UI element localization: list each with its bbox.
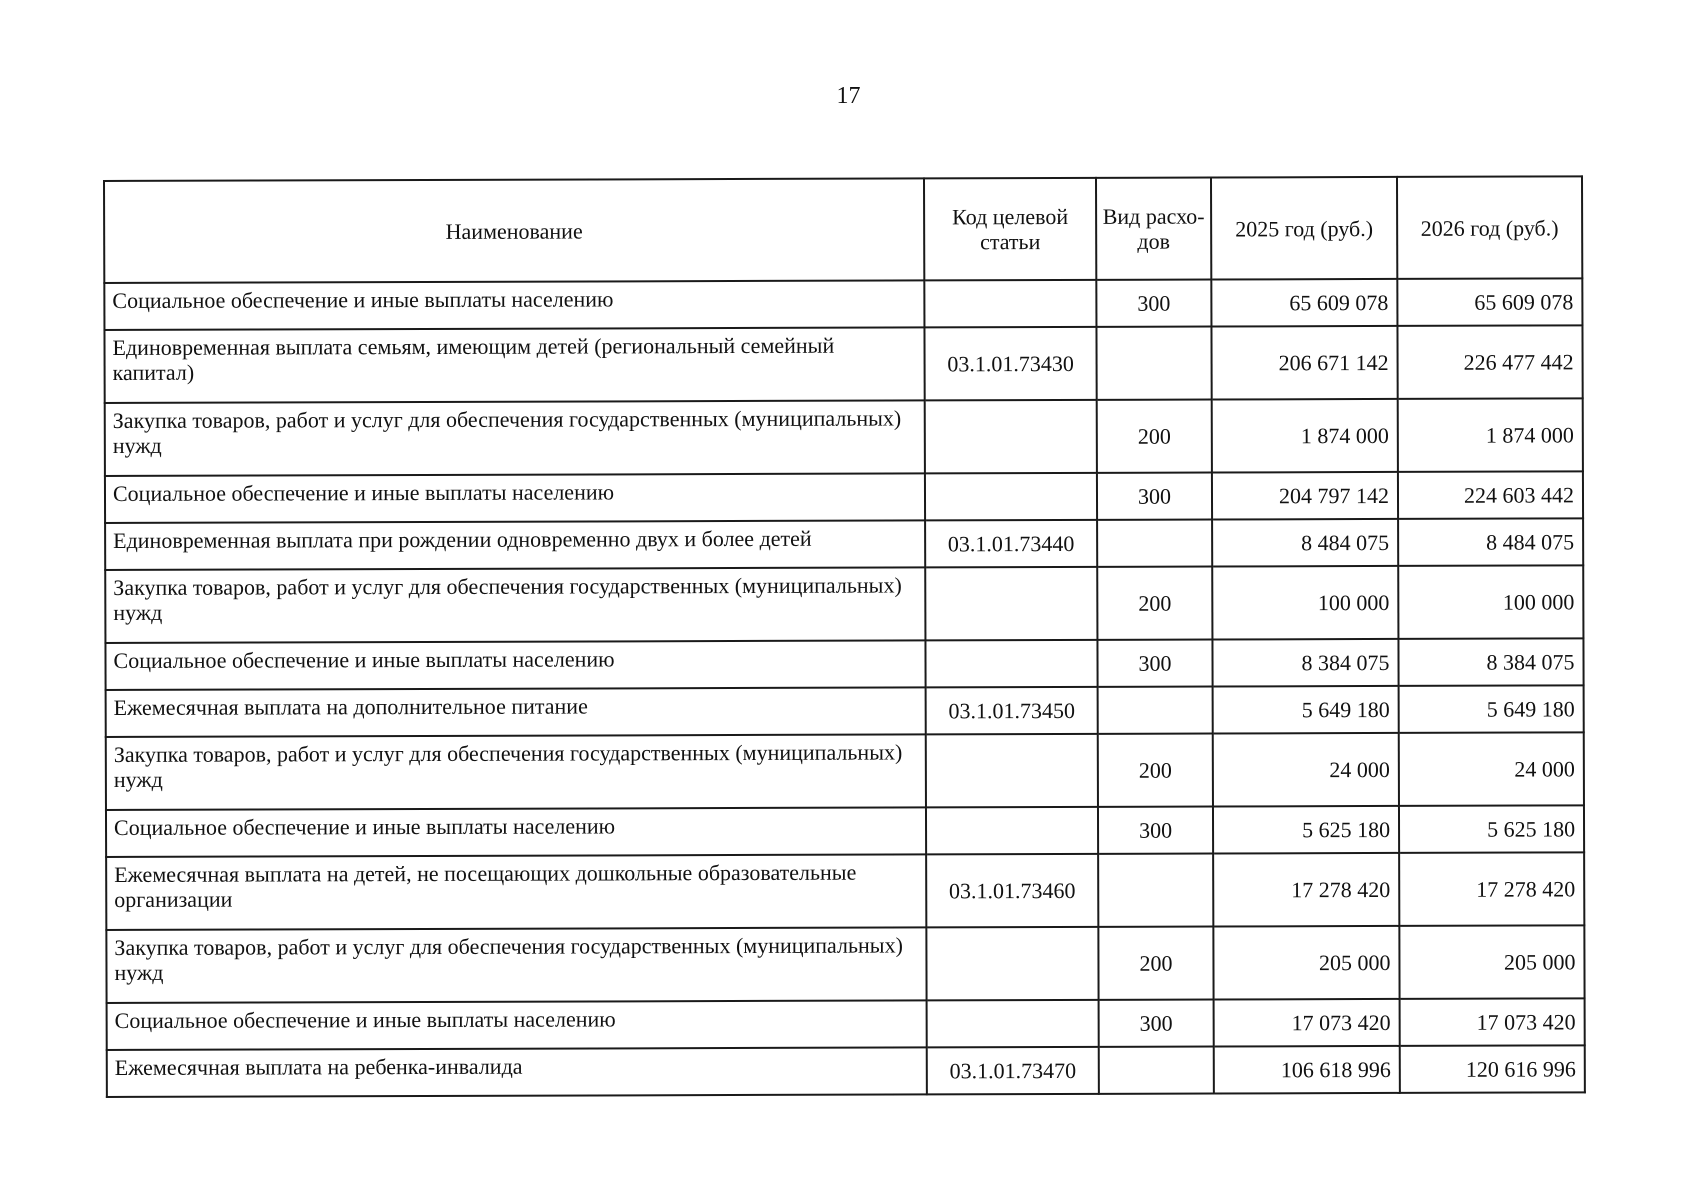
row-name: Ежемесячная выплата на ребенка-инвалида: [107, 1047, 927, 1097]
row-code: 03.1.01.73470: [927, 1047, 1099, 1095]
row-name: Единовременная выплата при рождении одновременно двух и более детей: [105, 520, 925, 570]
row-2026: 1 874 000: [1398, 398, 1583, 472]
row-2025: 8 384 075: [1212, 639, 1398, 687]
table-row: [106, 852, 1584, 930]
row-kind: 300: [1097, 473, 1212, 520]
row-code: [925, 640, 1097, 688]
row-code: 03.1.01.73460: [926, 854, 1098, 928]
row-2025: 5 649 180: [1213, 686, 1399, 734]
table-row: [105, 565, 1583, 643]
row-kind: [1098, 687, 1213, 734]
row-name: Закупка товаров, работ и услуг для обеспечения государственных (муниципальных) нужд: [105, 567, 925, 643]
row-code: 03.1.01.73450: [926, 687, 1098, 735]
row-name: Ежемесячная выплата на детей, не посещающих дошкольные образовательные организации: [106, 854, 926, 930]
row-name: Закупка товаров, работ и услуг для обеспечения государственных (муниципальных) нужд: [106, 927, 926, 1003]
row-2026: 205 000: [1399, 925, 1584, 999]
header-name: Наименование: [104, 178, 924, 283]
row-2025: 17 278 420: [1213, 853, 1399, 927]
row-kind: [1096, 327, 1211, 400]
row-2026: 226 477 442: [1397, 325, 1582, 399]
header-code: Код целевой статьи: [924, 178, 1096, 281]
row-2026: 100 000: [1398, 565, 1583, 639]
row-name: Закупка товаров, работ и услуг для обеспечения государственных (муниципальных) нужд: [105, 400, 925, 476]
row-2026: 120 616 996: [1400, 1045, 1585, 1093]
row-2026: 224 603 442: [1398, 471, 1583, 519]
row-code: [925, 473, 1097, 521]
row-2025: 106 618 996: [1214, 1046, 1400, 1094]
table-row: [107, 1045, 1585, 1097]
row-2025: 17 073 420: [1214, 999, 1400, 1047]
table-row: [104, 325, 1582, 403]
row-2026: 5 649 180: [1399, 685, 1584, 733]
row-2025: 205 000: [1213, 926, 1399, 1000]
row-kind: [1097, 520, 1212, 567]
row-2025: 1 874 000: [1212, 399, 1398, 473]
row-code: [926, 807, 1098, 855]
row-2026: 8 384 075: [1398, 638, 1583, 686]
header-kind: Вид расхо-дов: [1096, 178, 1211, 280]
row-kind: [1098, 854, 1213, 927]
row-code: 03.1.01.73440: [925, 520, 1097, 568]
table-row: [106, 925, 1584, 1003]
row-2025: 204 797 142: [1212, 472, 1398, 520]
row-code: [925, 567, 1097, 641]
row-name: Социальное обеспечение и иные выплаты населению: [105, 640, 925, 690]
budget-table-container: [103, 175, 1584, 1098]
table-row: [104, 278, 1582, 330]
row-name: Социальное обеспечение и иные выплаты населению: [104, 280, 924, 330]
table-row: [105, 518, 1583, 570]
row-code: 03.1.01.73430: [924, 327, 1096, 401]
row-name: Социальное обеспечение и иные выплаты населению: [106, 807, 926, 857]
row-name: Ежемесячная выплата на дополнительное питание: [106, 687, 926, 737]
row-2026: 65 609 078: [1397, 278, 1582, 326]
row-kind: [1099, 1047, 1214, 1094]
row-name: Закупка товаров, работ и услуг для обеспечения государственных (муниципальных) нужд: [106, 734, 926, 810]
table-row: [107, 998, 1585, 1050]
table-row: [106, 805, 1584, 857]
page-number: 17: [836, 83, 861, 109]
table-row: [105, 471, 1583, 523]
row-kind: 200: [1097, 400, 1212, 473]
table-header-row: [104, 176, 1582, 283]
row-2025: 65 609 078: [1211, 279, 1397, 327]
row-kind: 300: [1099, 1000, 1214, 1047]
row-2025: 5 625 180: [1213, 806, 1399, 854]
row-2026: 8 484 075: [1398, 518, 1583, 566]
row-name: Социальное обеспечение и иные выплаты населению: [105, 473, 925, 523]
row-2026: 5 625 180: [1399, 805, 1584, 853]
row-code: [926, 734, 1098, 808]
row-kind: 300: [1096, 280, 1211, 327]
row-2025: 206 671 142: [1211, 326, 1397, 400]
header-2026: 2026 год (руб.): [1397, 176, 1582, 279]
table-row: [106, 685, 1584, 737]
row-name: Социальное обеспечение и иные выплаты населению: [107, 1000, 927, 1050]
header-2025: 2025 год (руб.): [1211, 177, 1397, 280]
row-kind: 200: [1098, 734, 1213, 807]
table-row: [105, 398, 1583, 476]
row-2025: 100 000: [1212, 566, 1398, 640]
row-name: Единовременная выплата семьям, имеющим детей (региональный семейный капитал): [104, 327, 924, 403]
table-row: [105, 638, 1583, 690]
row-2025: 8 484 075: [1212, 519, 1398, 567]
budget-table: [103, 175, 1586, 1098]
row-code: [927, 1000, 1099, 1048]
row-kind: 300: [1098, 807, 1213, 854]
row-code: [924, 280, 1096, 328]
row-2026: 17 278 420: [1399, 852, 1584, 926]
row-2026: 17 073 420: [1400, 998, 1585, 1046]
row-code: [925, 400, 1097, 474]
row-kind: 300: [1097, 640, 1212, 687]
row-kind: 200: [1097, 567, 1212, 640]
row-kind: 200: [1098, 927, 1213, 1000]
row-2026: 24 000: [1399, 732, 1584, 806]
row-2025: 24 000: [1213, 733, 1399, 807]
row-code: [926, 927, 1098, 1001]
table-row: [106, 732, 1584, 810]
